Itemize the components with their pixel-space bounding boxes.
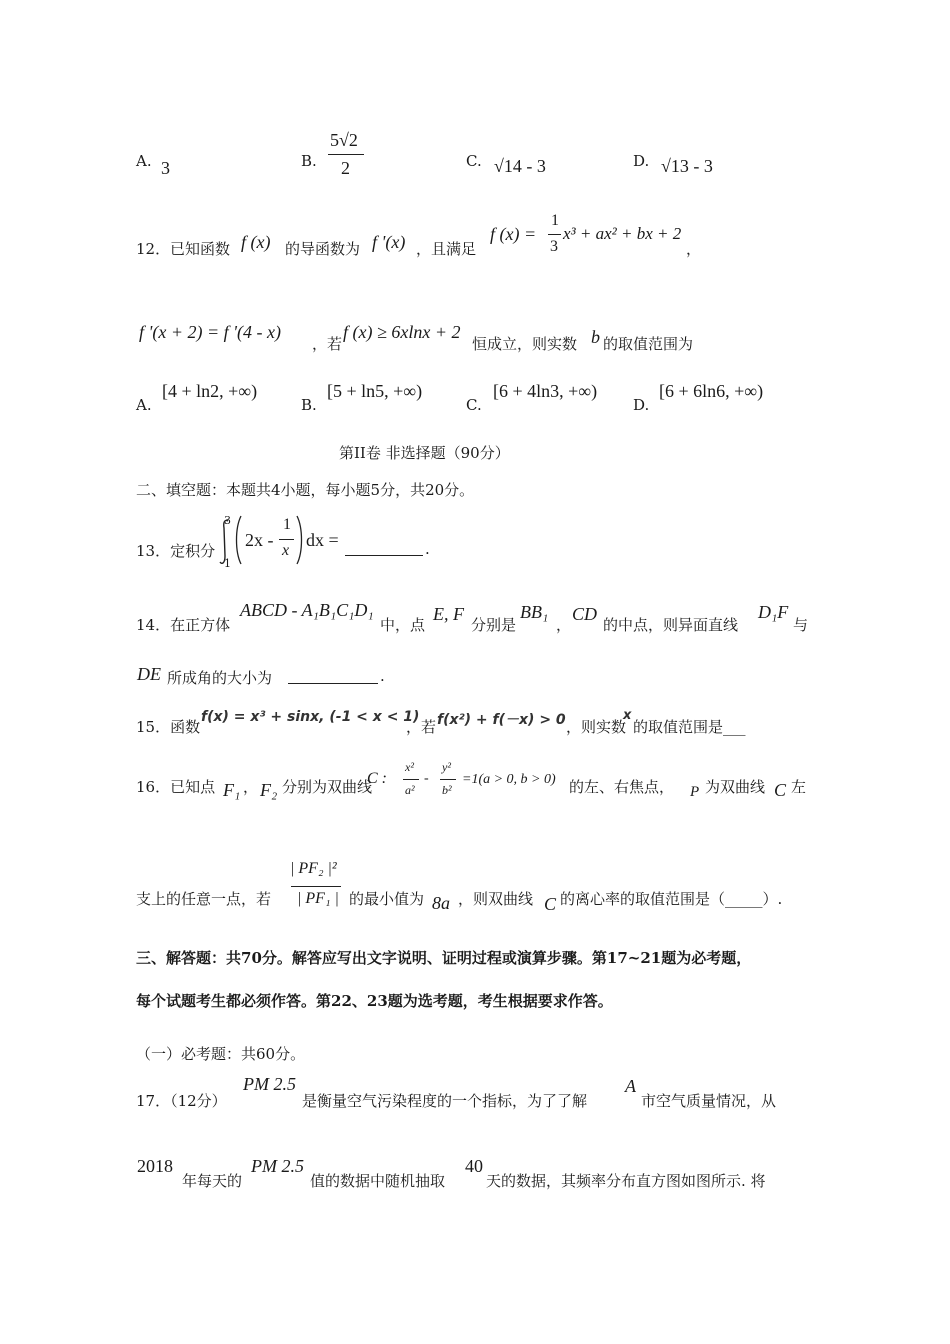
q11-option-d-value: √13 - 3 [661, 156, 713, 176]
q12-text-6: 的取值范围为 [603, 335, 694, 353]
q12-text-1: 已知函数 [170, 240, 231, 258]
q11-option-c-value: √14 - 3 [494, 156, 546, 176]
q14-ef: E, F [433, 604, 464, 624]
q12-option-a: [4 + ln2, +∞) [162, 381, 258, 401]
q12-eq-lhs: f (x) = [490, 224, 537, 244]
q12-line2-eq: f '(x + 2) = f '(4 - x) [139, 322, 281, 342]
q14-text-4: 的中点，则异面直线 [603, 616, 739, 634]
q16-ratio-num: | PF₂ |² [290, 860, 337, 877]
q12-option-a-label: A. [136, 396, 152, 414]
q16-c: C [774, 780, 787, 800]
q16-text-2: 的左、右焦点， [569, 778, 675, 796]
q12-text-4: ，若 [312, 335, 343, 353]
q16-fraction-bar-1 [403, 779, 419, 780]
q11-option-d-label: D. [633, 152, 650, 170]
q16-y2: y² [442, 760, 451, 774]
q12-frac-num: 1 [551, 212, 559, 229]
q17-a: A [625, 1076, 636, 1096]
q15-text-3: 的取值范围是___ [633, 718, 746, 736]
section2-heading: 二、填空题：本题共4小题，每小题5分，共20分。 [136, 481, 475, 499]
q16-ratio-bar [291, 886, 341, 887]
q16-sep: ， [243, 778, 259, 796]
q12-text-5: 恒成立，则实数 [472, 335, 578, 353]
q16-x2: x² [405, 760, 414, 774]
q12-fx: f (x) [241, 232, 271, 252]
q14-number: 14．在正方体 [136, 616, 231, 634]
q15-condition: f(x²) + f(－x) > 0 [437, 712, 566, 728]
q17-n: 40 [465, 1156, 483, 1176]
q11-option-c-label: C. [466, 152, 482, 170]
q16-fraction-bar-2 [440, 779, 456, 780]
q15-text-1: ，若 [406, 718, 437, 736]
q14-text-6: 所成角的大小为 [167, 669, 273, 687]
q12-frac-den: 3 [550, 238, 558, 255]
q16-text-1: 分别为双曲线 [282, 778, 373, 796]
q17-text-4: 值的数据中随机抽取 [310, 1172, 446, 1190]
q11-option-b-numerator: 5√2 [330, 130, 358, 150]
q16-text-7: ，则双曲线 [458, 890, 534, 908]
q11-option-b-label: B. [301, 152, 317, 170]
q16-number: 16．已知点 [136, 778, 216, 796]
q17-number: 17．（12分） [136, 1092, 227, 1110]
q17-text-2: 市空气质量情况，从 [641, 1092, 777, 1110]
section3-heading-line1: 三、解答题：共70分。解答应写出文字说明、证明过程或演算步骤。第17~21题为必考题， [136, 949, 752, 967]
q14-text-3: ， [556, 616, 572, 634]
q17-pm2: PM 2.5 [251, 1156, 304, 1176]
q14-end: . [380, 667, 385, 685]
q14-d1f: D₁F [758, 602, 789, 622]
q12-fraction-bar [548, 234, 561, 235]
q14-cd: CD [572, 604, 598, 624]
q13-fraction-bar [279, 539, 294, 540]
q14-cube: ABCD - A₁B₁C₁D₁ [240, 600, 374, 620]
q15-x: x [623, 708, 632, 723]
q12-ineq: f (x) ≥ 6xlnx + 2 [343, 322, 461, 342]
q15-text-2: ，则实数 [566, 718, 627, 736]
q16-f1: F₁ [223, 780, 241, 800]
q12-b: b [591, 327, 600, 347]
q16-text-4: 左 [791, 778, 807, 796]
q14-answer-blank [288, 671, 378, 684]
q11-option-b-denominator: 2 [341, 158, 350, 178]
q11-option-a-label: A. [136, 152, 152, 170]
q15-function: f(x) = x³ + sinx, (-1 < x < 1) [201, 709, 420, 725]
q15-number: 15．函数 [136, 718, 201, 736]
q16-a2: a² [405, 783, 415, 797]
section3-heading-line2: 每个试题考生都必须作答。第22、23题为选考题，考生根据要求作答。 [136, 992, 613, 1010]
q16-text-5: 支上的任意一点，若 [136, 890, 272, 908]
q17-text-5: 天的数据，其频率分布直方图如图所示. 将 [486, 1172, 766, 1190]
q11-option-b-fraction-bar [328, 154, 364, 155]
q16-text-3: 为双曲线 [705, 778, 766, 796]
q13-upper-limit: 3 [224, 514, 231, 527]
q12-option-c-label: C. [466, 396, 482, 414]
q16-text-8: 的离心率的取值范围是（_____）. [560, 890, 783, 908]
q13-integrand: 2x - [245, 530, 274, 550]
q16-f2: F₂ [260, 780, 278, 800]
part2-title: 第II卷 非选择题（90分） [339, 444, 510, 462]
q17-pm: PM 2.5 [243, 1074, 296, 1094]
q14-text-5: 与 [793, 616, 809, 634]
q12-eq-rhs: x³ + ax² + bx + 2 [563, 224, 682, 243]
q12-text-3: ，且满足 [416, 240, 477, 258]
q12-option-c: [6 + 4ln3, +∞) [493, 381, 598, 401]
q13-lower-limit: 1 [224, 557, 231, 570]
q16-value: 8a [432, 893, 450, 913]
q16-curve-c: C : [367, 770, 387, 787]
q13-frac-num: 1 [283, 516, 291, 533]
q12-option-d: [6 + 6ln6, +∞) [659, 381, 764, 401]
q12-option-b-label: B. [301, 396, 317, 414]
q16-condition: =1(a > 0, b > 0) [462, 772, 556, 787]
q13-answer-blank [345, 543, 423, 556]
q12-comma: ， [686, 240, 702, 258]
q13-end: . [425, 540, 430, 558]
q14-de: DE [137, 664, 161, 684]
q16-text-6: 的最小值为 [349, 890, 425, 908]
q13-number: 13．定积分 [136, 542, 216, 560]
q17-text-3: 年每天的 [182, 1172, 243, 1190]
q13-frac-den: x [282, 542, 290, 559]
q13-dx: dx = [306, 530, 339, 550]
q12-fpx: f '(x) [372, 232, 406, 252]
q11-option-a-value: 3 [161, 158, 170, 178]
q16-p: P [690, 784, 700, 800]
q16-b2: b² [442, 783, 452, 797]
q16-minus: - [424, 771, 429, 786]
left-paren-icon [233, 514, 243, 566]
q12-option-b: [5 + ln5, +∞) [327, 381, 423, 401]
q12-number: 12． [136, 240, 171, 258]
q12-option-d-label: D. [633, 396, 650, 414]
q14-bb1: BB₁ [520, 602, 549, 622]
q12-text-2: 的导函数为 [285, 240, 361, 258]
required-heading: （一）必考题：共60分。 [136, 1045, 306, 1063]
q14-text-2: 分别是 [471, 616, 517, 634]
q17-text-1: 是衡量空气污染程度的一个指标，为了了解 [302, 1092, 588, 1110]
q16-c2: C [544, 894, 557, 914]
q17-year: 2018 [137, 1156, 173, 1176]
right-paren-icon [295, 514, 305, 566]
q16-ratio-den: | PF₁ | [297, 890, 339, 907]
q14-text-1: 中，点 [380, 616, 426, 634]
